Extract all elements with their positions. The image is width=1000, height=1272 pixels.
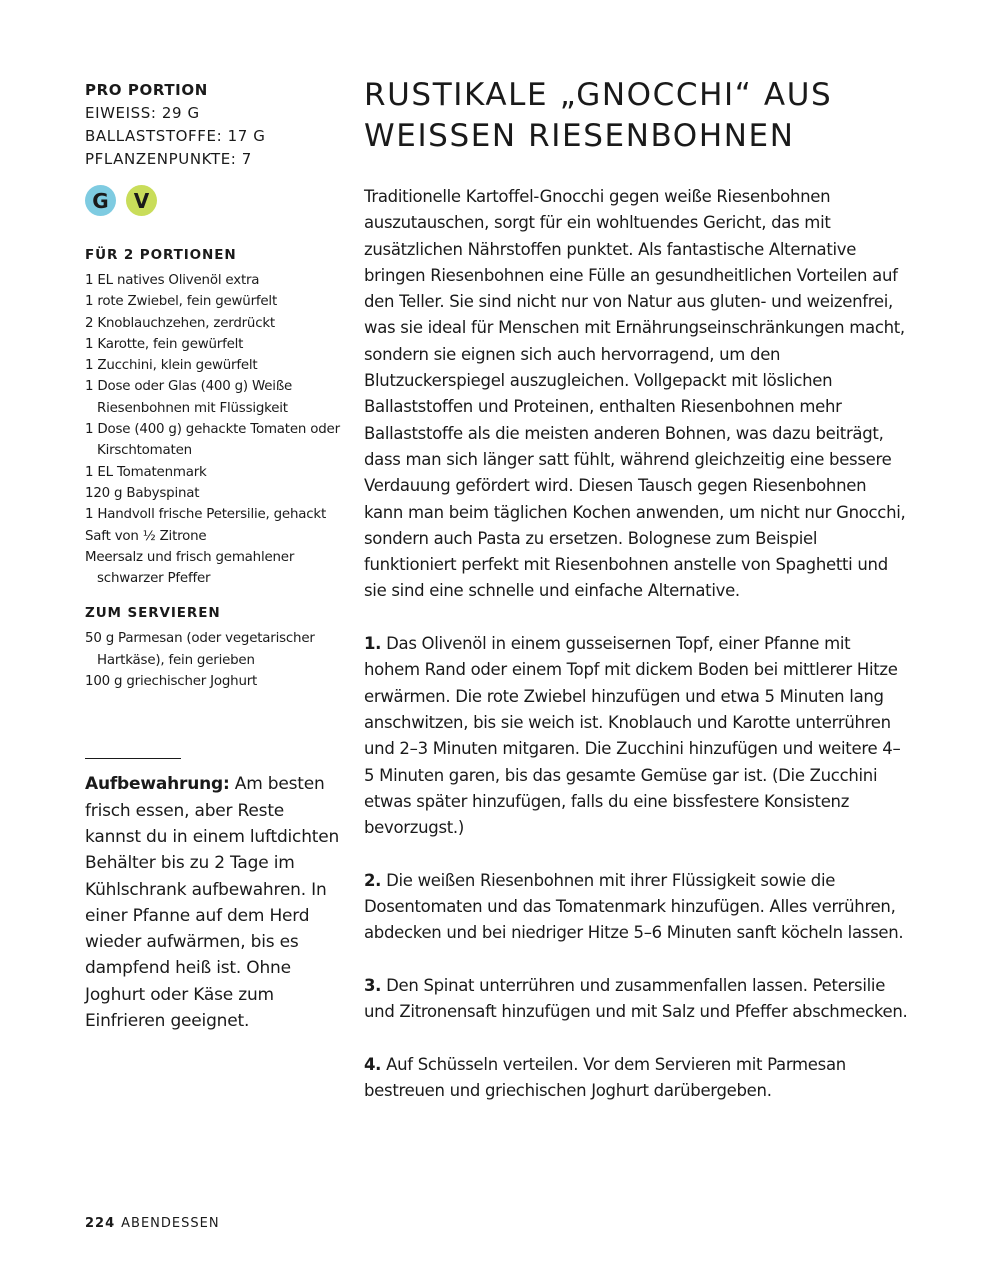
nutrition-fiber: BALLASTSTOFFE: 17 G: [85, 127, 266, 145]
divider: [85, 758, 181, 759]
ingredient-item: 1 Dose oder Glas (400 g) Weiße Riesenbohnen mit Flüssigkeit: [85, 379, 293, 416]
step-number: 3.: [364, 975, 382, 995]
recipe-intro: Traditionelle Kartoffel-Gnocchi gegen weiße Riesenbohnen auszutauschen, sorgt für ein wohltuendes Gericht, das mit zusätzlichen Nährstoffen punktet. Als fantastische Alternative bringen Riesenbohnen eine Fülle an gesundheitlichen Vorteilen auf den Teller. Sie sind nicht nur von Natur aus gluten- und weizenfrei, was sie ideal für Menschen mit Ernährungseinschränkungen macht, sondern sie eignen sich auch hervorragend, um den Blutzuckerspiegel auszugleichen. Vollgepackt mit löslichen Ballaststoffen und Proteinen, enthalten Riesenbohnen mehr Ballaststoffe als die meisten anderen Bohnen, was dazu beiträgt, dass man sich länger satt fühlt, während gleichzeitig eine bessere Verdauung gefördert wird. Diesen Tausch gegen Riesenbohnen kann man beim täglichen Kochen anwenden, um nicht nur Gnocchi, sondern auch Pasta zu ersetzen. Bolognese zum Beispiel funktioniert perfekt mit Riesenbohnen anstelle von Spaghetti und sie sind eine schnelle und einfache Alternative.: [364, 187, 906, 601]
step-number: 1.: [364, 634, 382, 654]
page-number: 224: [85, 1216, 116, 1231]
diet-badges: [85, 185, 345, 216]
step-text: Auf Schüsseln verteilen. Vor dem Servieren mit Parmesan bestreuen und griechischen Joghurt darübergeben.: [364, 1054, 846, 1101]
ingredient-item: Meersalz und frisch gemahlener schwarzer Pfeffer: [85, 549, 295, 587]
storage-text: Am besten frisch essen, aber Reste kannst du in einem luftdichten Behälter bis zu 2 Tage im Kühlschrank aufbewahren. In einer Pfanne auf dem Herd wieder aufwärmen, bis es dampfend heiß ist. Ohne Joghurt oder Käse zum Einfrieren geeignet.: [85, 774, 340, 1032]
step-text: Die weißen Riesenbohnen mit ihrer Flüssigkeit sowie die Dosentomaten und das Tomatenmark hinzufügen. Alles verrühren, abdecken und bei niedriger Hitze 5–6 Minuten sanft köcheln lassen.: [364, 870, 904, 943]
vegetarian-badge: V: [126, 185, 157, 216]
serving-heading: ZUM SERVIEREN: [85, 605, 221, 622]
page-footer: [85, 1216, 220, 1231]
ingredient-item: 1 Dose (400 g) gehackte Tomaten oder Kirschtomaten: [85, 422, 340, 459]
gluten-free-badge: G: [85, 185, 116, 216]
ingredients-heading: FÜR 2 PORTIONEN: [85, 247, 237, 263]
ingredient-item: 2 Knoblauchzehen, zerdrückt: [85, 315, 275, 331]
step-2: [364, 868, 909, 947]
step-number: 2.: [364, 870, 382, 890]
ingredient-item: 1 rote Zwiebel, fein gewürfelt: [85, 294, 278, 310]
section-name: ABENDESSEN: [121, 1216, 220, 1231]
step-text: Das Olivenöl in einem gusseisernen Topf, einer Pfanne mit hohem Rand oder einem Topf mit dickem Boden bei mittlerer Hitze erwärmen. Die rote Zwiebel hinzufügen und etwa 5 Minuten lang anschwitzen, bis sie weich ist. Knoblauch und Karotte unterrühren und 2–3 Minuten mitgaren. Die Zucchini hinzufügen und weitere 4–5 Minuten garen, bis das gesamte Gemüse gar ist. (Die Zucchini etwas später hinzufügen, falls du eine bissfestere Konsistenz bevorzugst.): [364, 634, 901, 838]
step-number: 4.: [364, 1054, 382, 1074]
step-4: [364, 1052, 909, 1105]
main-column: [364, 75, 909, 1104]
step-text: Den Spinat unterrühren und zusammenfallen lassen. Petersilie und Zitronensaft hinzufügen und mit Salz und Pfeffer abschmecken.: [364, 975, 908, 1022]
ingredient-item: 1 Handvoll frische Petersilie, gehackt: [85, 507, 327, 523]
ingredient-item: 1 EL Tomatenmark: [85, 464, 207, 480]
sidebar-column: [85, 79, 345, 1034]
step-1: [364, 631, 909, 841]
step-3: [364, 973, 909, 1026]
storage-label: Aufbewahrung:: [85, 774, 230, 795]
ingredient-item: 120 g Babyspinat: [85, 485, 200, 501]
recipe-title: RUSTIKALE „GNOCCHI“ AUS WEISSEN RIESENBOHNEN: [364, 77, 833, 154]
nutrition-protein: EIWEISS: 29 G: [85, 104, 200, 122]
ingredients-list: [85, 270, 345, 589]
ingredient-item: 1 Zucchini, klein gewürfelt: [85, 358, 258, 374]
serving-item: 100 g griechischer Joghurt: [85, 674, 258, 690]
nutrition-plant-points: PFLANZENPUNKTE: 7: [85, 150, 252, 168]
ingredient-item: 1 EL natives Olivenöl extra: [85, 273, 260, 288]
ingredient-item: 1 Karotte, fein gewürfelt: [85, 336, 244, 352]
storage-note: [85, 771, 345, 1034]
serving-list: [85, 628, 345, 692]
nutrition-heading: PRO PORTION: [85, 81, 208, 99]
nutrition-info: [85, 79, 345, 171]
serving-item: 50 g Parmesan (oder vegetarischer Hartkäse), fein gerieben: [85, 631, 315, 668]
ingredient-item: Saft von ½ Zitrone: [85, 528, 207, 544]
